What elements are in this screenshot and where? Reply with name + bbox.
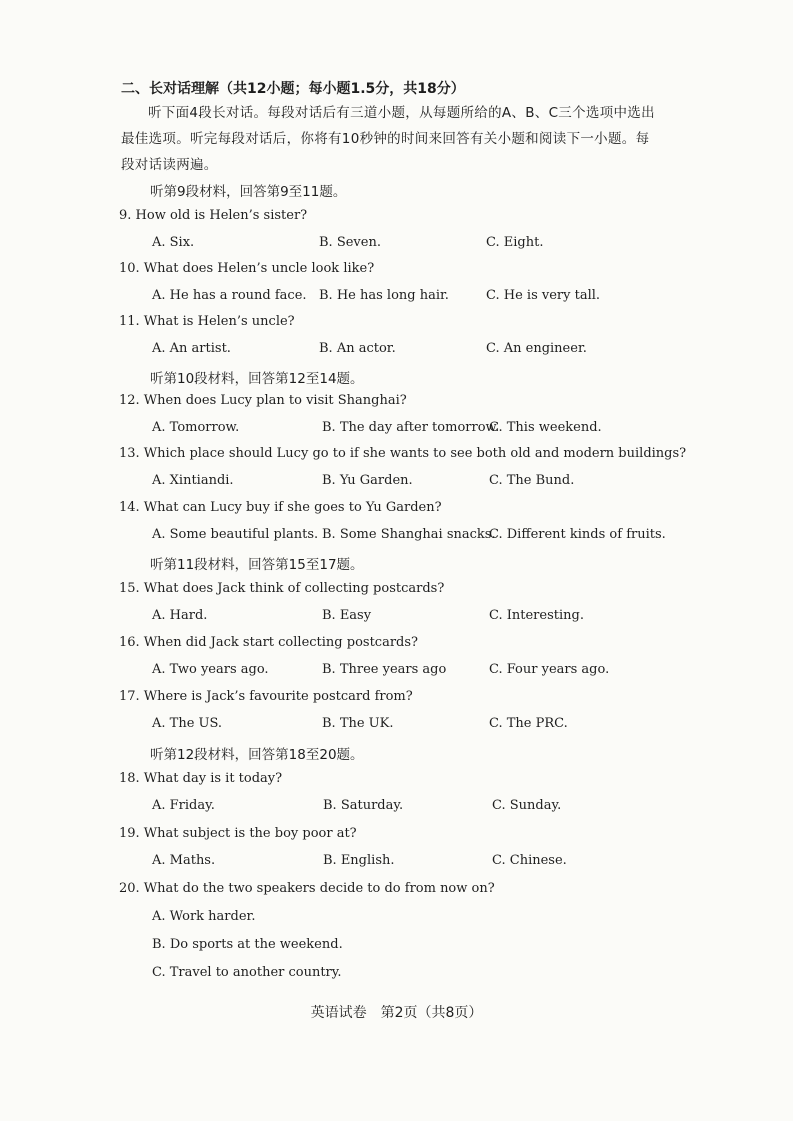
option-c[interactable]: C. Travel to another country. bbox=[152, 965, 342, 980]
option-a[interactable]: A. Maths. bbox=[152, 853, 216, 868]
listening-instruction: 听第9段材料，回答第9至11题。 bbox=[150, 184, 347, 200]
question-18: 18. What day is it today? bbox=[119, 771, 283, 786]
option-b[interactable]: B. The UK. bbox=[322, 716, 394, 731]
option-c[interactable]: C. Four years ago. bbox=[489, 662, 610, 677]
option-c[interactable]: C. Chinese. bbox=[492, 853, 567, 868]
option-c[interactable]: C. He is very tall. bbox=[486, 288, 601, 303]
listening-instruction: 听第11段材料，回答第15至17题。 bbox=[150, 557, 364, 573]
option-c[interactable]: C. An engineer. bbox=[486, 341, 587, 356]
page-footer: 英语试卷 第2页（共8页） bbox=[310, 1005, 483, 1021]
options-13 bbox=[152, 473, 712, 493]
option-a[interactable]: A. Hard. bbox=[152, 608, 208, 623]
option-b[interactable]: B. An actor. bbox=[319, 341, 396, 356]
option-c[interactable]: C. This weekend. bbox=[489, 420, 602, 435]
question-20: 20. What do the two speakers decide to do from now on? bbox=[119, 881, 495, 896]
option-a[interactable]: A. Six. bbox=[152, 235, 195, 250]
options-19 bbox=[152, 853, 712, 873]
question-10: 10. What does Helen’s uncle look like? bbox=[119, 261, 375, 276]
option-a[interactable]: A. Some beautiful plants. bbox=[152, 527, 319, 542]
section-instructions: 听下面4段长对话。每段对话后有三道小题，从每题所给的A、B、C三个选项中选出最佳选项。听完每段对话后，你将有10秒钟的时间来回答有关小题和阅读下一小题。每段对话读两遍。 bbox=[121, 105, 655, 173]
option-c[interactable]: C. Different kinds of fruits. bbox=[489, 527, 666, 542]
options-9 bbox=[152, 235, 712, 255]
option-b[interactable]: B. Seven. bbox=[319, 235, 381, 250]
option-b[interactable]: B. Some Shanghai snacks. bbox=[322, 527, 496, 542]
option-a[interactable]: A. Work harder. bbox=[152, 909, 256, 924]
option-a[interactable]: A. Two years ago. bbox=[152, 662, 269, 677]
options-16 bbox=[152, 662, 712, 682]
question-11: 11. What is Helen’s uncle? bbox=[119, 314, 295, 329]
question-15: 15. What does Jack think of collecting postcards? bbox=[119, 581, 445, 596]
option-b[interactable]: B. Do sports at the weekend. bbox=[152, 937, 343, 952]
options-11 bbox=[152, 341, 712, 361]
option-a[interactable]: A. The US. bbox=[152, 716, 223, 731]
option-c[interactable]: C. The Bund. bbox=[489, 473, 575, 488]
option-c[interactable]: C. Eight. bbox=[486, 235, 544, 250]
listening-instruction: 听第12段材料，回答第18至20题。 bbox=[150, 747, 364, 763]
option-b[interactable]: B. The day after tomorrow. bbox=[322, 420, 500, 435]
option-b[interactable]: B. Yu Garden. bbox=[322, 473, 413, 488]
option-b[interactable]: B. Saturday. bbox=[323, 798, 404, 813]
option-a[interactable]: A. Xintiandi. bbox=[152, 473, 234, 488]
question-13: 13. Which place should Lucy go to if she wants to see both old and modern buildings? bbox=[119, 446, 687, 461]
option-b[interactable]: B. English. bbox=[323, 853, 395, 868]
options-18 bbox=[152, 798, 712, 818]
option-a[interactable]: A. He has a round face. bbox=[152, 288, 307, 303]
option-c[interactable]: C. Interesting. bbox=[489, 608, 584, 623]
option-b[interactable]: B. Easy bbox=[322, 608, 372, 623]
question-16: 16. When did Jack start collecting postcards? bbox=[119, 635, 418, 650]
question-17: 17. Where is Jack’s favourite postcard from? bbox=[119, 689, 413, 704]
option-a[interactable]: A. An artist. bbox=[152, 341, 231, 356]
option-b[interactable]: B. Three years ago bbox=[322, 662, 447, 677]
question-19: 19. What subject is the boy poor at? bbox=[119, 826, 357, 841]
question-9: 9. How old is Helen’s sister? bbox=[119, 208, 308, 223]
option-a[interactable]: A. Friday. bbox=[152, 798, 215, 813]
options-10 bbox=[152, 288, 712, 308]
options-17 bbox=[152, 716, 712, 736]
option-a[interactable]: A. Tomorrow. bbox=[152, 420, 240, 435]
options-15 bbox=[152, 608, 712, 628]
options-12 bbox=[152, 420, 712, 440]
option-c[interactable]: C. Sunday. bbox=[492, 798, 562, 813]
option-c[interactable]: C. The PRC. bbox=[489, 716, 568, 731]
question-14: 14. What can Lucy buy if she goes to Yu Garden? bbox=[119, 500, 442, 515]
question-12: 12. When does Lucy plan to visit Shanghai? bbox=[119, 393, 407, 408]
listening-instruction: 听第10段材料，回答第12至14题。 bbox=[150, 371, 364, 387]
option-b[interactable]: B. He has long hair. bbox=[319, 288, 449, 303]
options-14 bbox=[152, 527, 712, 547]
section-title: 二、长对话理解（共12小题；每小题1.5分，共18分） bbox=[121, 81, 465, 97]
